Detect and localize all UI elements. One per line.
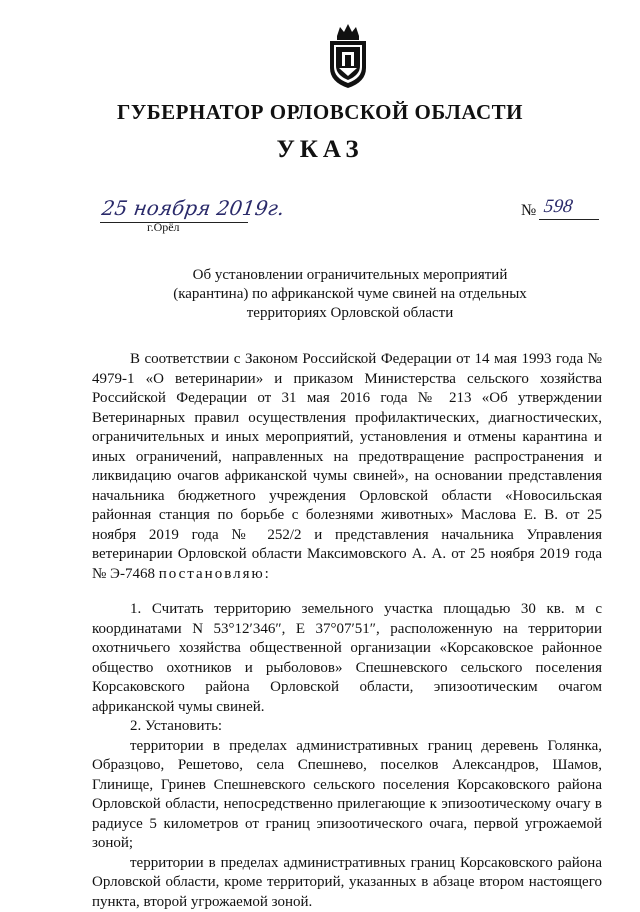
number-sign: № — [521, 202, 536, 220]
document-subject — [150, 266, 550, 323]
decree-word: постановляю: — [159, 566, 271, 582]
subject-line: (карантина) по африканской чуме свиней на отдельных — [150, 285, 550, 304]
subject-line: Об установлении ограничительных мероприятий — [150, 266, 550, 285]
subject-line: территориях Орловской области — [150, 304, 550, 323]
item-2-paragraph-2: территории в пределах административных границ Корсаковского района Орловской области, кроме территорий, указанных в абзаце втором настоящего пункта, второй угрожаемой зоной. — [92, 854, 602, 912]
item-2-heading: 2. Установить: — [92, 717, 602, 737]
coat-of-arms-icon — [325, 22, 371, 90]
document-number: 598 — [542, 196, 574, 218]
document-city: г.Орёл — [147, 220, 180, 235]
document-body — [92, 350, 602, 912]
preamble-text: В соответствии с Законом Российской Федерации от 14 мая 1993 года № 4979-1 «О ветеринарии» и приказом Министерства сельского хозяйства Российской Федерации от 31 мая 2016 года № 213 «Об утверждении Ветеринарных правил осуществления профилактических, диагностических, ограничительных и иных мероприятий, установления и отмены карантина и иных ограничений, направленных на предотвращение распространения и ликвидацию очагов африканской чумы свиней», на основании представления начальника бюджетного учреждения Орловской области «Новосильская районная станция по борьбе с болезнями животных» Маслова Е. В. от 25 ноября 2019 года № 252/2 и представления начальника Управления ветеринарии Орловской области Максимовского А. А. от 25 ноября 2019 года № Э-7468 — [92, 351, 602, 582]
preamble-paragraph — [92, 350, 602, 584]
issuing-authority: ГУБЕРНАТОР ОРЛОВСКОЙ ОБЛАСТИ — [0, 100, 640, 125]
item-2-paragraph-1: территории в пределах административных границ деревень Голянка, Образцово, Решетово, села Спешнево, поселков Александров, Шамов, Глинище, Гринев Спешневского сельского поселения Корсаковского района Орловской области, непосредственно прилегающие к эпизоотическому очагу в радиусе 5 километров от границ эпизоотического очага, первой угрожаемой зоной; — [92, 737, 602, 854]
document-date: 25 ноября 2019г. — [100, 196, 286, 220]
document-type: УКАЗ — [0, 136, 640, 164]
item-1-paragraph: 1. Считать территорию земельного участка площадью 30 кв. м с координатами N 53°12′346″, E 37°07′51″, расположенную на территории охотничьего хозяйства общественной организации «Корсаковское районное общество охотников и рыболовов» Спешневского сельского поселения Корсаковского района Орловской области, эпизоотическим очагом африканской чумы свиней. — [92, 600, 602, 717]
